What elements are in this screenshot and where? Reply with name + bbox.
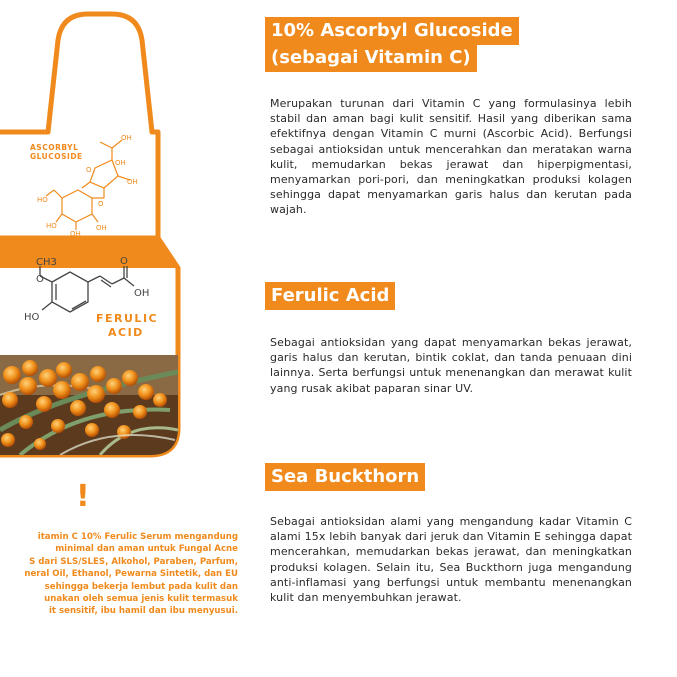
atom-o-1: O xyxy=(86,166,92,174)
ferulic-acid-structure xyxy=(40,266,134,312)
atom-oh-5: OH xyxy=(96,224,107,232)
ascorbyl-label-line2: GLUCOSIDE xyxy=(30,152,83,161)
warning-line: neral Oil, Ethanol, Pewarna Sintetik, dan EU xyxy=(24,569,238,580)
atom-ho-1: HO xyxy=(37,196,48,204)
ascorbyl-label-line1: ASCORBYL xyxy=(30,143,79,152)
ferulic-label-line2: ACID xyxy=(108,326,144,339)
ascorbyl-heading-line1: 10% Ascorbyl Glucoside xyxy=(265,17,519,45)
atom-oh-1: OH xyxy=(121,134,132,142)
warning-line: it sensitif, ibu hamil dan ibu menyusui. xyxy=(48,606,238,617)
atom-oh-2: OH xyxy=(115,159,126,167)
sea-buckthorn-description: Sebagai antioksidan alami yang mengandung kadar Vitamin C alami 15x lebih banyak dari jeruk dan Vitamin E sehingga dapat mencerahkan, memudarkan bekas jerawat, dan meningkatkan produksi kolagen. Selain itu, Sea Buckthorn juga mengandung anti-inflamasi yang berfungsi untuk membantu menenangkan kulit dan menyembuhkan jerawat. xyxy=(270,515,632,605)
atom-ch3: CH3 xyxy=(36,257,57,268)
atom-o-4: O xyxy=(120,256,128,267)
atom-oh-4: OH xyxy=(70,230,81,238)
sea-buckthorn-heading: Sea Buckthorn xyxy=(265,463,425,491)
atom-oh-6: OH xyxy=(134,288,150,299)
ferulic-label-line1: FERULIC xyxy=(96,312,159,325)
bottle-neck-band xyxy=(0,238,178,268)
warning-text xyxy=(0,531,238,618)
warning-line: unakan oleh semua jenis kulit termasuk xyxy=(44,594,238,605)
warning-line: S dari SLS/SLES, Alkohol, Paraben, Parfum, xyxy=(29,556,238,567)
ferulic-description: Sebagai antioksidan yang dapat menyamarkan bekas jerawat, garis halus dan kerutan, bintik coklat, dan tanda penuaan dini lainnya. Serta berfungsi untuk menenangkan dan merawat kulit yang rusak akibat paparan sinar UV. xyxy=(270,336,632,395)
atom-o-3: O xyxy=(36,274,44,285)
warning-line: minimal dan aman untuk Fungal Acne xyxy=(55,544,238,555)
atom-o-2: O xyxy=(98,200,104,208)
atom-ho-2: HO xyxy=(46,222,57,230)
serum-bottle-illustration xyxy=(0,0,240,470)
sea-buckthorn-photo xyxy=(0,355,180,455)
atom-ho-3: HO xyxy=(24,312,40,323)
warning-line: sehingga bekerja lembut pada kulit dan xyxy=(44,581,238,592)
warning-line: itamin C 10% Ferulic Serum mengandung xyxy=(37,532,238,542)
ferulic-heading: Ferulic Acid xyxy=(265,282,395,310)
atom-oh-3: OH xyxy=(127,178,138,186)
ascorbyl-heading-line2: (sebagai Vitamin C) xyxy=(265,44,477,72)
ascorbyl-description: Merupakan turunan dari Vitamin C yang formulasinya lebih stabil dan aman bagi kulit sensitif. Hasil yang diberikan sama efektifnya dengan Vitamin C murni (Ascorbic Acid). Berfungsi sebagai antioksidan untuk mencerahkan dan meratakan warna kulit, memudarkan bekas jerawat dan hiperpigmentasi, menyamarkan pori-pori, dan meningkatkan produksi kolagen sehingga dapat menyamarkan garis halus dan kerutan pada wajah. xyxy=(270,97,632,217)
warning-icon: ! xyxy=(76,479,90,514)
